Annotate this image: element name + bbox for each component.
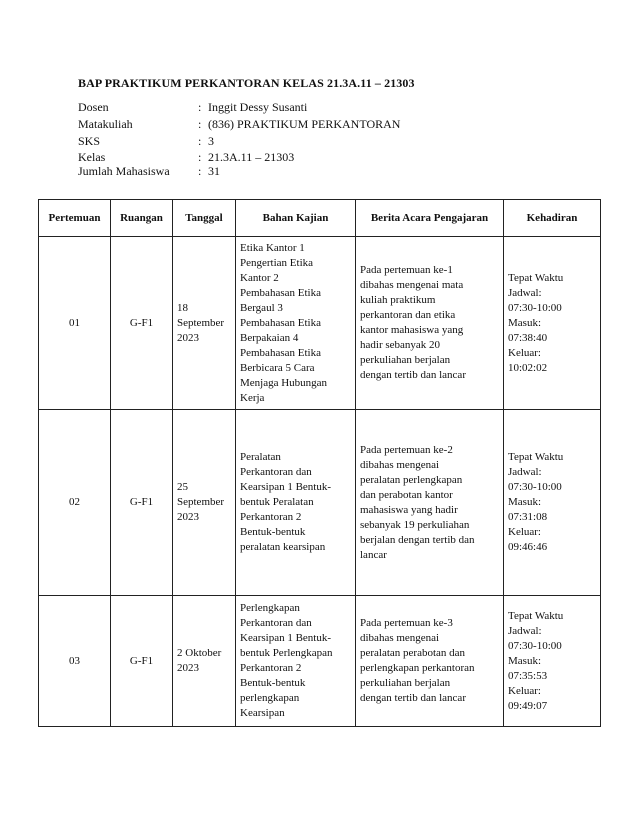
info-label: SKS xyxy=(78,134,101,148)
info-colon: : xyxy=(198,164,202,178)
info-row-sks xyxy=(78,133,400,150)
cell-pertemuan: 02 xyxy=(39,410,111,596)
info-value: Inggit Dessy Susanti xyxy=(208,100,308,114)
info-row-jumlah-mahasiswa xyxy=(78,164,400,178)
header-tanggal: Tanggal xyxy=(173,200,236,237)
cell-kehadiran: Tepat Waktu Jadwal: 07:30-10:00 Masuk: 07:31:08 Keluar: 09:46:46 xyxy=(504,410,601,596)
header-ruangan: Ruangan xyxy=(111,200,173,237)
info-colon: : xyxy=(198,134,202,148)
meetings-table xyxy=(38,199,601,727)
table-row xyxy=(39,596,601,727)
cell-pertemuan: 01 xyxy=(39,237,111,410)
document-title: BAP PRAKTIKUM PERKANTORAN KELAS 21.3A.11 – 21303 xyxy=(78,76,415,90)
cell-kehadiran: Tepat Waktu Jadwal: 07:30-10:00 Masuk: 07:35:53 Keluar: 09:49:07 xyxy=(504,596,601,727)
cell-ruangan: G-F1 xyxy=(111,237,173,410)
cell-tanggal: 18 September 2023 xyxy=(173,237,236,410)
table-row xyxy=(39,410,601,596)
cell-bahan-kajian: Etika Kantor 1 Pengertian Etika Kantor 2 Pembahasan Etika Bergaul 3 Pembahasan Etika Berpakaian 4 Pembahasan Etika Berbicara 5 Cara Menjaga Hubungan Kerja xyxy=(236,237,356,410)
table-header-row xyxy=(39,200,601,237)
info-colon: : xyxy=(198,117,202,131)
cell-ruangan: G-F1 xyxy=(111,410,173,596)
info-value: 21.3A.11 – 21303 xyxy=(208,150,295,164)
cell-tanggal: 2 Oktober 2023 xyxy=(173,596,236,727)
info-row-matakuliah xyxy=(78,116,400,133)
header-kehadiran: Kehadiran xyxy=(504,200,601,237)
info-value: (836) PRAKTIKUM PERKANTORAN xyxy=(208,117,401,131)
cell-pertemuan: 03 xyxy=(39,596,111,727)
info-label: Kelas xyxy=(78,150,106,164)
info-value: 31 xyxy=(208,164,220,178)
table-row xyxy=(39,237,601,410)
cell-berita-acara: Pada pertemuan ke-1 dibahas mengenai mata kuliah praktikum perkantoran dan etika kantor mahasiswa yang hadir sebanyak 20 perkuliahan berjalan dengan tertib dan lancar xyxy=(356,237,504,410)
header-pertemuan: Pertemuan xyxy=(39,200,111,237)
cell-kehadiran: Tepat Waktu Jadwal: 07:30-10:00 Masuk: 07:38:40 Keluar: 10:02:02 xyxy=(504,237,601,410)
header-bahan-kajian: Bahan Kajian xyxy=(236,200,356,237)
course-info xyxy=(78,99,400,178)
info-label: Dosen xyxy=(78,100,109,114)
info-row-kelas xyxy=(78,150,400,164)
cell-berita-acara: Pada pertemuan ke-3 dibahas mengenai peralatan perabotan dan perlengkapan perkantoran perkuliahan berjalan dengan tertib dan lancar xyxy=(356,596,504,727)
info-colon: : xyxy=(198,150,202,164)
header-berita-acara: Berita Acara Pengajaran xyxy=(356,200,504,237)
cell-tanggal: 25 September 2023 xyxy=(173,410,236,596)
info-row-dosen xyxy=(78,99,400,116)
cell-ruangan: G-F1 xyxy=(111,596,173,727)
cell-bahan-kajian: Peralatan Perkantoran dan Kearsipan 1 Bentuk- bentuk Peralatan Perkantoran 2 Bentuk-bentuk peralatan kearsipan xyxy=(236,410,356,596)
info-label: Jumlah Mahasiswa xyxy=(78,164,170,178)
info-label: Matakuliah xyxy=(78,117,133,131)
info-value: 3 xyxy=(208,134,214,148)
cell-berita-acara: Pada pertemuan ke-2 dibahas mengenai peralatan perlengkapan dan perabotan kantor mahasiswa yang hadir sebanyak 19 perkuliahan berjalan dengan tertib dan lancar xyxy=(356,410,504,596)
cell-bahan-kajian: Perlengkapan Perkantoran dan Kearsipan 1 Bentuk- bentuk Perlengkapan Perkantoran 2 Bentuk-bentuk perlengkapan Kearsipan xyxy=(236,596,356,727)
info-colon: : xyxy=(198,100,202,114)
